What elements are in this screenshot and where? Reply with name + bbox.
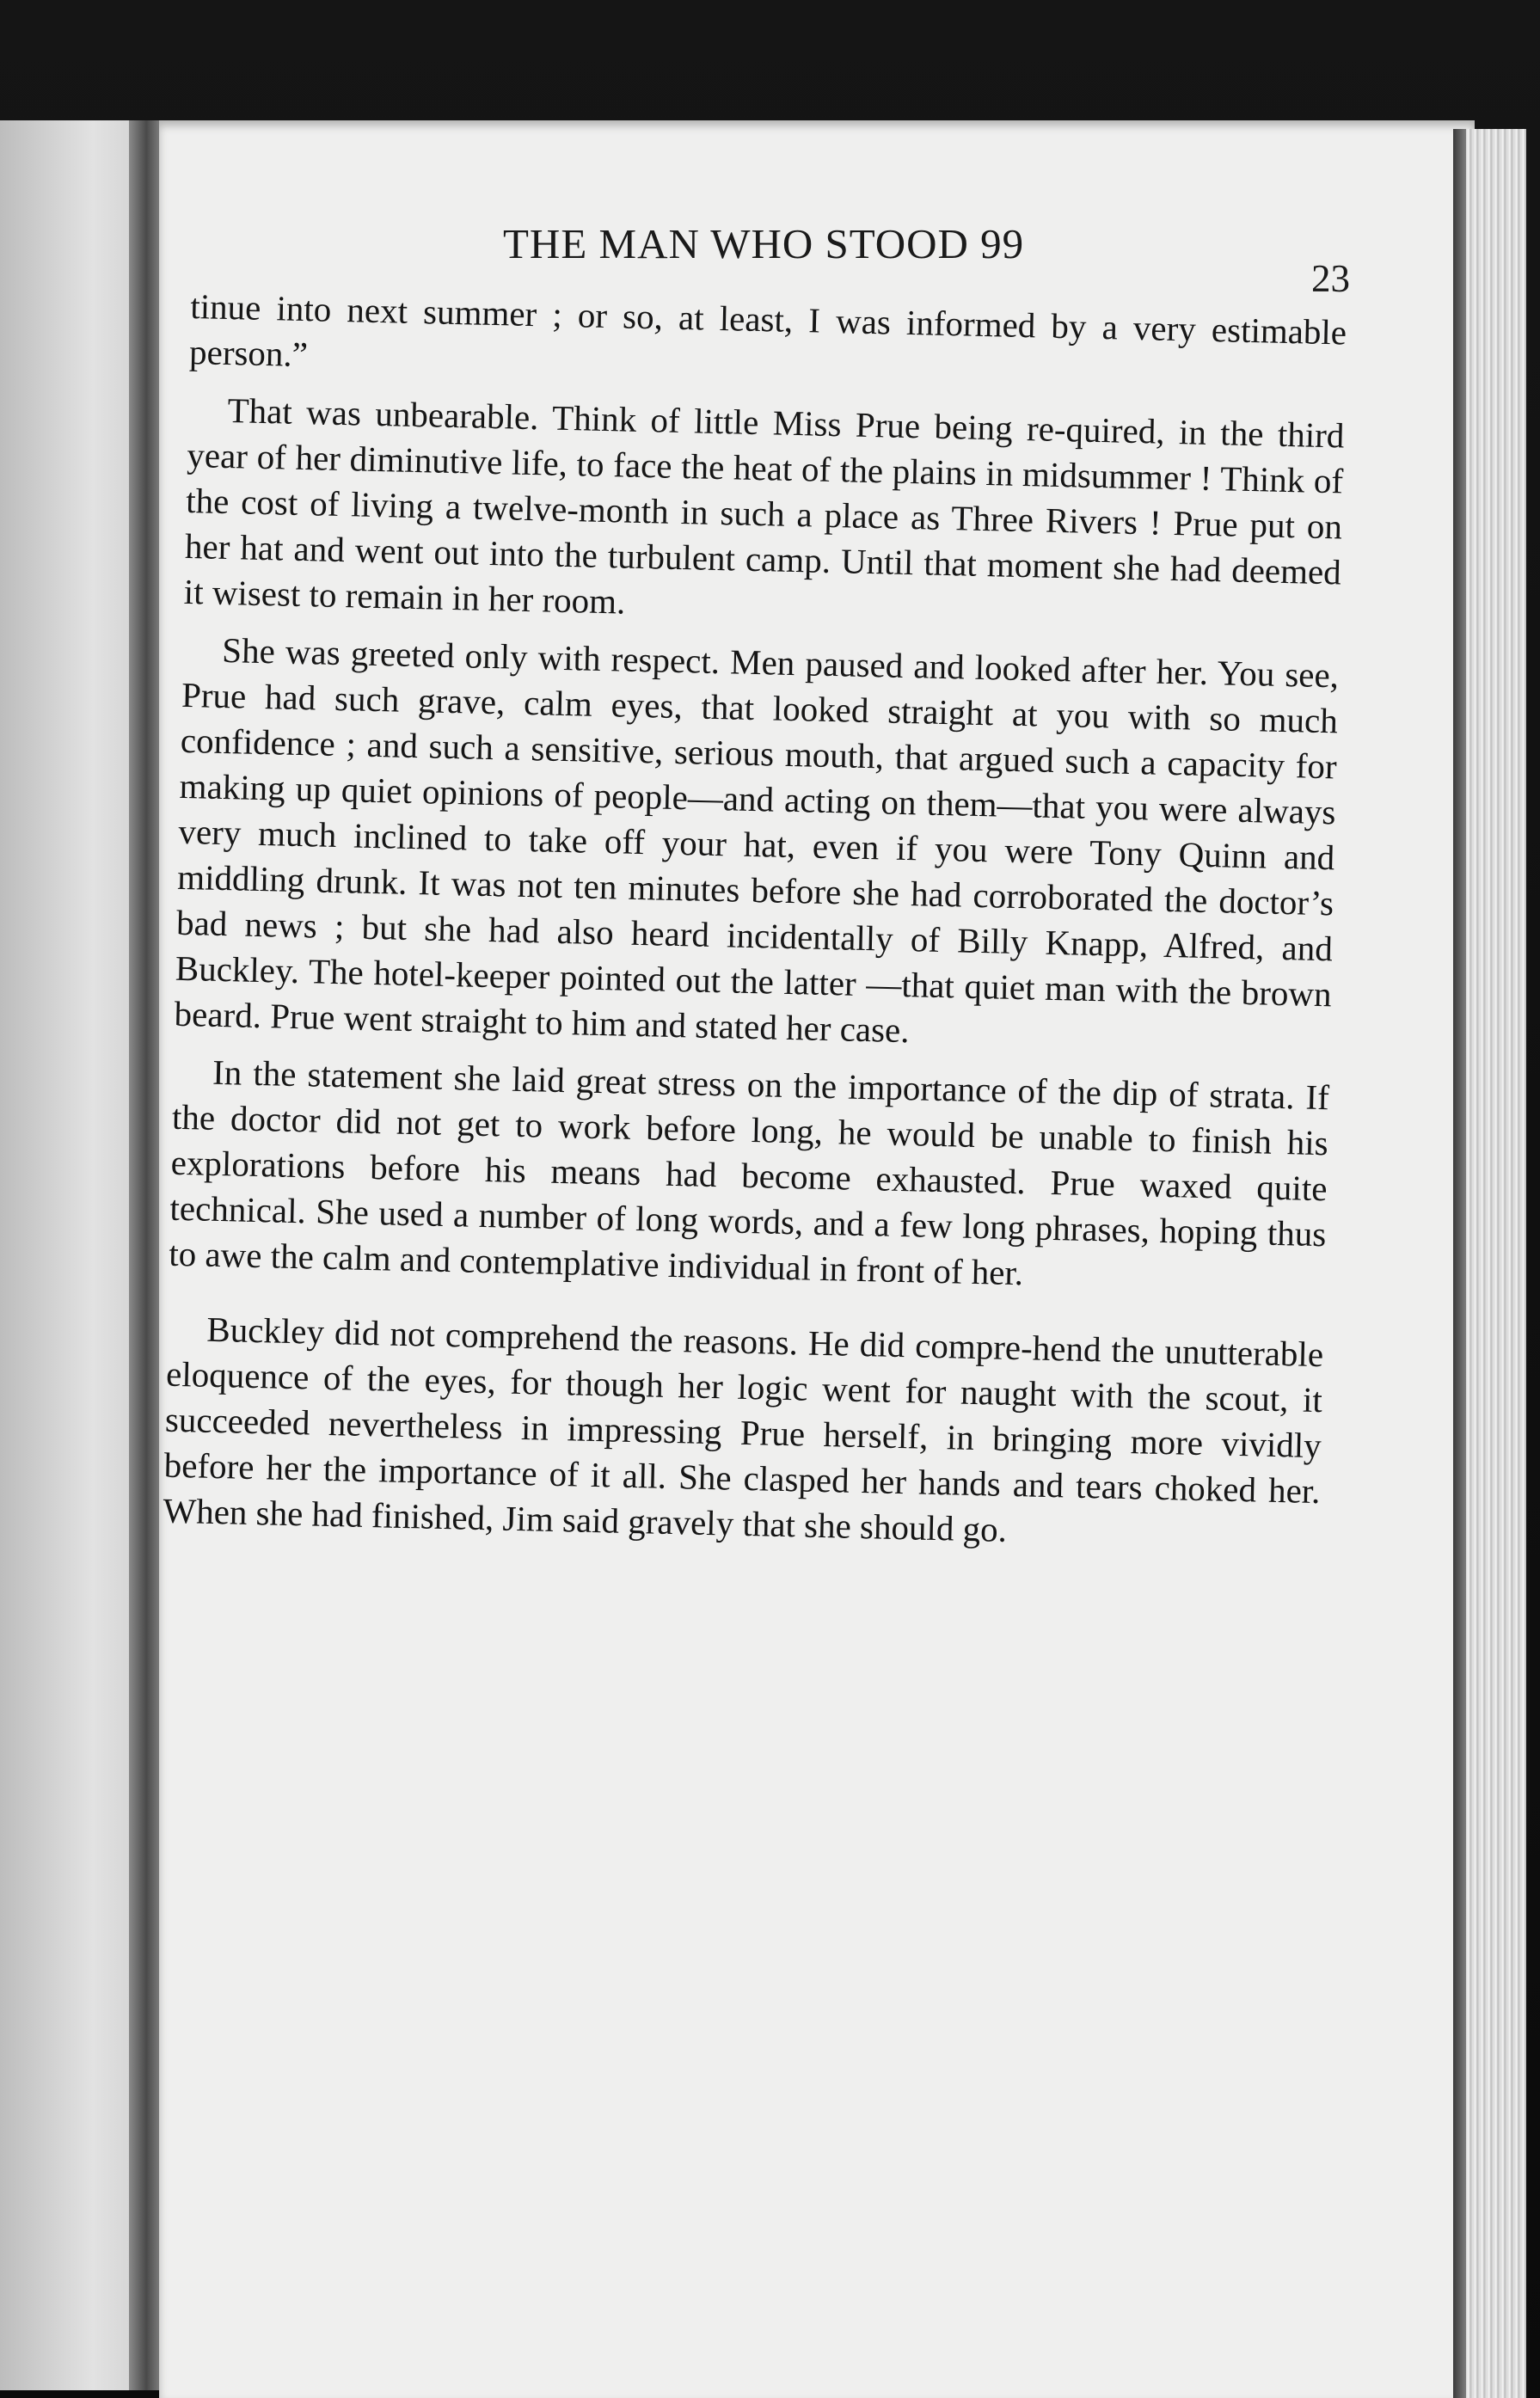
page-stack-edges [1466, 129, 1526, 2398]
paragraph: Buckley did not comprehend the reasons. He did compre-hend the unutterable eloquence of the eyes, for though her logic went for naught with the scout, it succeeded nevertheless in impressing Prue herself, in bringing more vividly before her the importance of it all. She clasped her hands and tears choked her. When she had finished, Jim said gravely that she should go. [163, 1309, 1324, 1549]
paragraph: In the statement she laid great stress on the importance of the dip of strata. If the doctor did not get to work before long, he would be unable to finish his explorations before his means had become exhausted. Prue waxed quite technical. She used a number of long words, and a few long phrases, hoping thus to awe the calm and contemplative individual in front of her. [168, 1052, 1330, 1293]
page-number: 23 [1311, 257, 1350, 300]
body-text [163, 284, 1347, 1572]
paragraph: She was greeted only with respect. Men paused and looked after her. You see, Prue had such grave, calm eyes, that looked straight at you with so much confidence ; and such a sensitive, serious mouth, that argued such a capacity for making up quiet opinions of people—and acting on them—that you were always very much inclined to take off your hat, even if you were Tony Quinn and middling drunk. It was not ten minutes before she had corroborated the doctor’s bad news ; but she had also heard incidentally of Billy Knapp, Alfred, and Buckley. The hotel-keeper pointed out the latter —that quiet man with the brown beard. Prue went straight to him and stated her case. [174, 629, 1340, 1051]
paragraph: tinue into next summer ; or so, at least, I was informed by a very estimable person.” [188, 285, 1347, 375]
paragraph: That was unbearable. Think of little Miss Prue being re-quired, in the third year of her diminutive life, to face the heat of the plains in midsummer ! Think of the cost of living a twelve-month in such a place as Three Rivers ! Prue put on her hat and went out into the turbulent camp. Until that moment she had deemed it wisest to remain in her room. [183, 390, 1345, 622]
running-head: THE MAN WHO STOOD 99 [503, 220, 1025, 267]
